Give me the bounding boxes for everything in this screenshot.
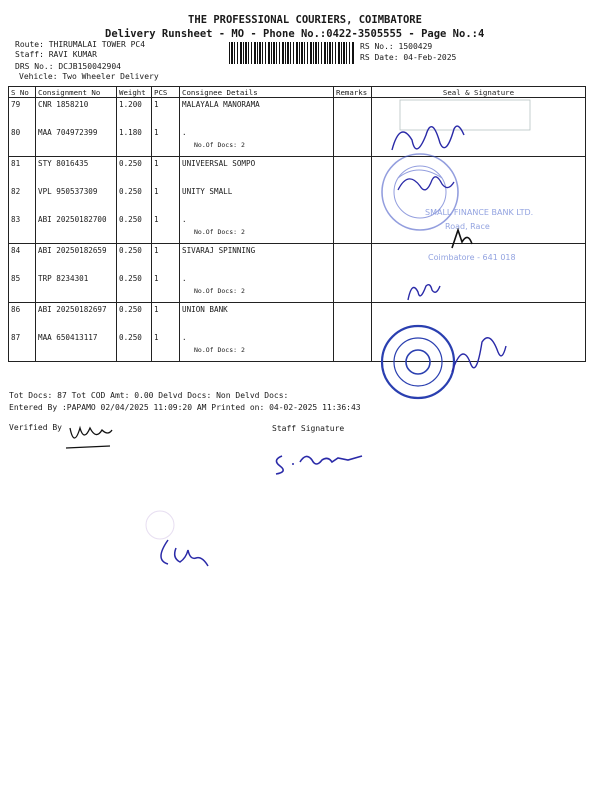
staff-signature-label: Staff Signature <box>272 424 345 433</box>
totals-line: Tot Docs: 87 Tot COD Amt: 0.00 Delvd Docs: Non Delvd Docs: <box>9 391 289 400</box>
weight-cell: 0.250 <box>117 215 152 244</box>
col-pcs: PCS <box>152 87 180 98</box>
sno-cell: 86 <box>9 303 36 334</box>
pcs-cell: 1 <box>152 303 180 334</box>
consignee-cell: UNITY SMALL <box>180 187 334 215</box>
weight-cell: 0.250 <box>117 187 152 215</box>
rs-date: RS Date: 04-Feb-2025 <box>360 53 457 62</box>
staff-signature <box>276 456 362 474</box>
company-title: THE PROFESSIONAL COURIERS, COIMBATORE <box>188 14 422 26</box>
rs-number: RS No.: 1500429 <box>360 42 433 51</box>
consignee-cell: UNION BANK <box>180 303 334 334</box>
pcs-cell: 1 <box>152 244 180 275</box>
consignee-cell: SIVARAJ SPINNING <box>180 244 334 275</box>
verified-by-signature <box>66 428 112 448</box>
weight-cell: 1.200 <box>117 98 152 129</box>
weight-cell: 0.250 <box>117 333 152 362</box>
consignee-text: . <box>182 215 187 224</box>
sno-cell: 82 <box>9 187 36 215</box>
docs-count: No.Of Docs: 2 <box>194 346 245 354</box>
entered-by-line: Entered By :PAPAMO 02/04/2025 11:09:20 AM Printed on: 04-02-2025 11:36:43 <box>9 403 361 412</box>
bottom-signature <box>161 540 208 566</box>
col-remarks: Remarks <box>334 87 372 98</box>
consignment-cell: MAA 650413117 <box>36 333 117 362</box>
consignee-text: . <box>182 274 187 283</box>
pcs-cell: 1 <box>152 215 180 244</box>
weight-cell: 0.250 <box>117 274 152 303</box>
col-seal: Seal & Signature <box>372 87 586 98</box>
signature-row-87 <box>452 338 506 372</box>
weight-cell: 1.180 <box>117 128 152 157</box>
signature-row-83 <box>452 230 472 248</box>
consignment-cell: TRP 8234301 <box>36 274 117 303</box>
sno-cell: 81 <box>9 157 36 188</box>
sno-cell: 80 <box>9 128 36 157</box>
sno-cell: 87 <box>9 333 36 362</box>
pcs-cell: 1 <box>152 187 180 215</box>
runsheet-subtitle: Delivery Runsheet - MO - Phone No.:0422-3505555 - Page No.:4 <box>105 28 485 40</box>
weight-cell: 0.250 <box>117 244 152 275</box>
faint-stamp-mark <box>146 511 174 539</box>
bank-stamp-line-2: Road, Race <box>445 222 490 231</box>
consignment-cell: MAA 704972399 <box>36 128 117 157</box>
bank-stamp-line-1: SMALL FINANCE BANK LTD. <box>425 208 534 217</box>
consignee-cell: MALAYALA MANORAMA <box>180 98 334 129</box>
col-consignment: Consignment No <box>36 87 117 98</box>
consignee-text: . <box>182 128 187 137</box>
weight-cell: 0.250 <box>117 157 152 188</box>
consignment-cell: CNR 1858210 <box>36 98 117 129</box>
sno-cell: 85 <box>9 274 36 303</box>
bank-stamp-line-3: Coimbatore - 641 018 <box>428 253 516 262</box>
consignment-cell: ABI 20250182700 <box>36 215 117 244</box>
pcs-cell: 1 <box>152 128 180 157</box>
sno-cell: 83 <box>9 215 36 244</box>
drs-number: DRS No.: DCJB150042904 <box>15 62 121 71</box>
pcs-cell: 1 <box>152 333 180 362</box>
col-sno: S No <box>9 87 36 98</box>
pcs-cell: 1 <box>152 274 180 303</box>
consignee-text: . <box>182 333 187 342</box>
pcs-cell: 1 <box>152 157 180 188</box>
col-consignee: Consignee Details <box>180 87 334 98</box>
col-weight: Weight <box>117 87 152 98</box>
verified-by-label: Verified By <box>9 423 62 432</box>
consignment-cell: ABI 20250182697 <box>36 303 117 334</box>
signature-row-85 <box>408 285 440 300</box>
staff-label: Staff: RAVI KUMAR <box>15 50 97 59</box>
docs-count: No.Of Docs: 2 <box>194 141 245 149</box>
consignment-cell: VPL 950537309 <box>36 187 117 215</box>
vehicle-label: Vehicle: Two Wheeler Delivery <box>19 72 159 81</box>
route-label: Route: THIRUMALAI TOWER PC4 <box>15 40 146 49</box>
consignee-cell: UNIVEERSAL SOMPO <box>180 157 334 188</box>
consignment-cell: ABI 20250182659 <box>36 244 117 275</box>
sno-cell: 84 <box>9 244 36 275</box>
weight-cell: 0.250 <box>117 303 152 334</box>
bank-stamp <box>425 208 533 262</box>
rectangular-stamp <box>400 100 530 130</box>
union-bank-seal <box>382 326 454 398</box>
docs-count: No.Of Docs: 2 <box>194 287 245 295</box>
sno-cell: 79 <box>9 98 36 129</box>
round-seal-stamp <box>382 154 458 230</box>
consignment-cell: STY 8016435 <box>36 157 117 188</box>
pcs-cell: 1 <box>152 98 180 129</box>
docs-count: No.Of Docs: 2 <box>194 228 245 236</box>
